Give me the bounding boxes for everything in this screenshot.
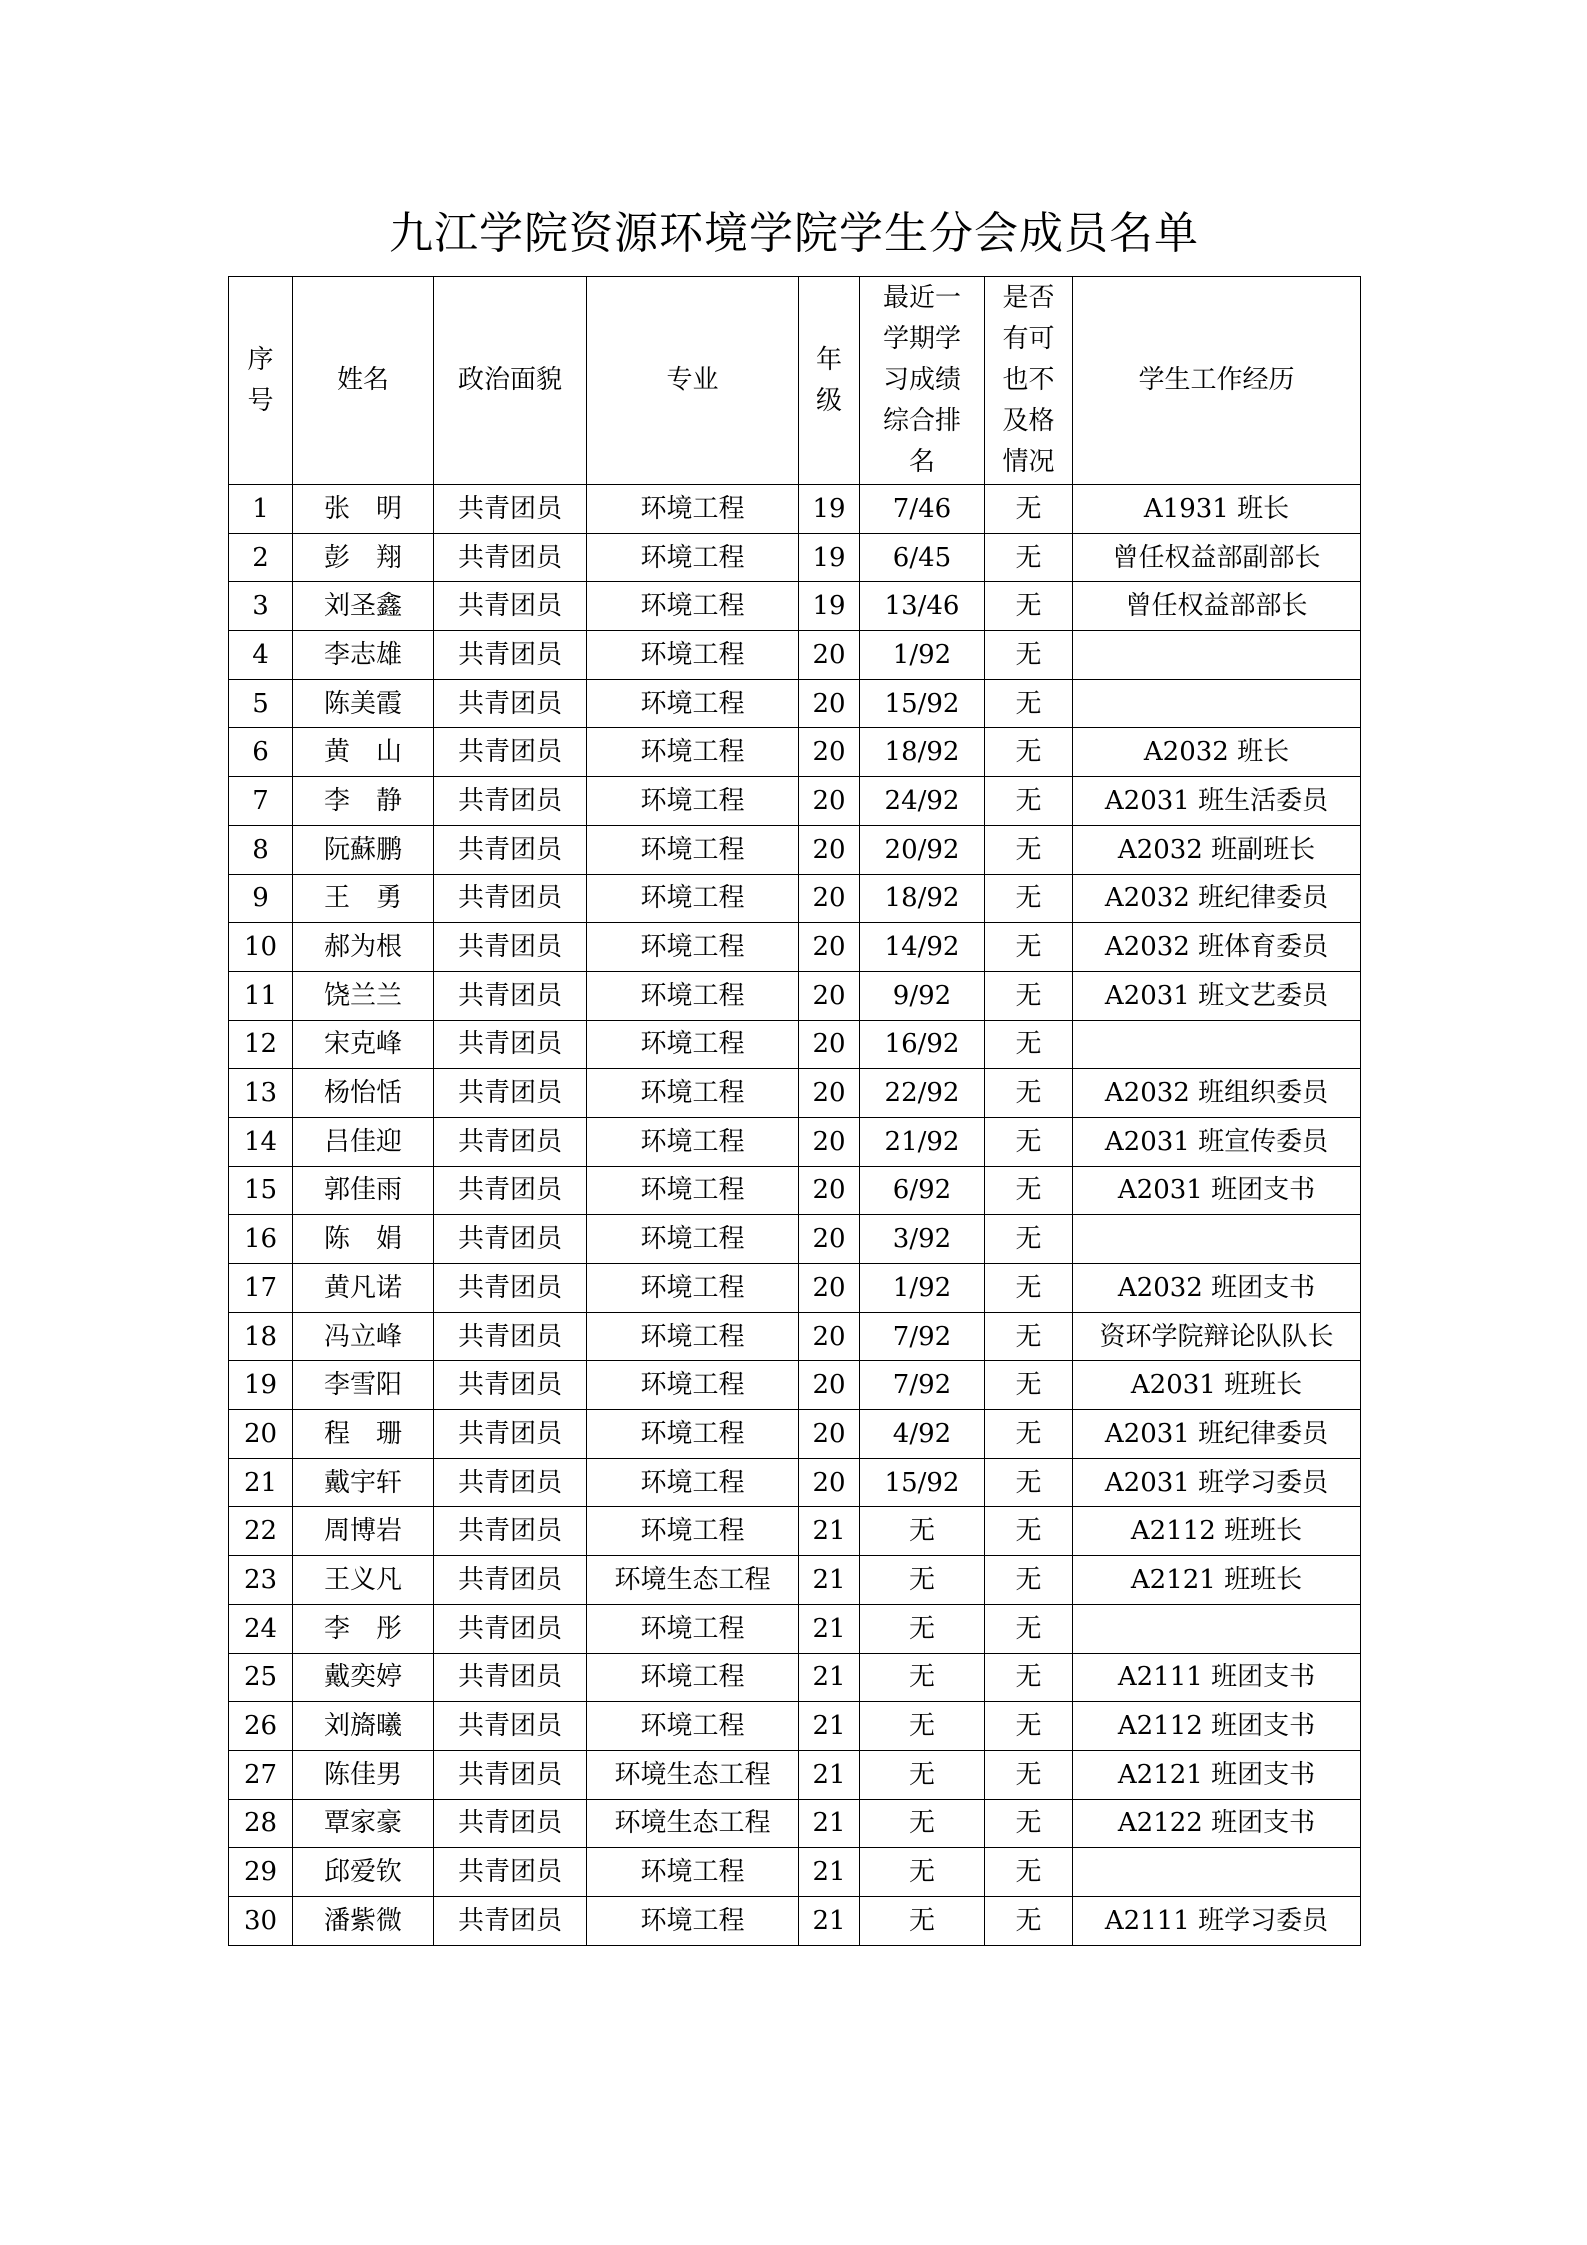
table-row (229, 1702, 1361, 1751)
table-header-row (229, 277, 1361, 485)
cell-work-experience: A2031 班学习委员 (1073, 1458, 1361, 1507)
cell-grade: 21 (799, 1799, 860, 1848)
cell-name: 张 明 (293, 485, 434, 534)
cell-failing-status: 无 (985, 679, 1073, 728)
cell-grade: 21 (799, 1507, 860, 1556)
cell-political-status: 共青团员 (434, 485, 587, 534)
cell-failing-status: 无 (985, 1750, 1073, 1799)
cell-recent-rank: 无 (860, 1507, 985, 1556)
cell-recent-rank: 7/46 (860, 485, 985, 534)
cell-index: 3 (229, 582, 293, 631)
cell-political-status: 共青团员 (434, 631, 587, 680)
cell-name: 李雪阳 (293, 1361, 434, 1410)
cell-recent-rank: 18/92 (860, 728, 985, 777)
cell-major: 环境工程 (587, 1507, 799, 1556)
cell-grade: 21 (799, 1604, 860, 1653)
cell-political-status: 共青团员 (434, 777, 587, 826)
cell-grade: 20 (799, 1069, 860, 1118)
cell-work-experience: A2031 班纪律委员 (1073, 1410, 1361, 1459)
cell-name: 黄 山 (293, 728, 434, 777)
cell-work-experience (1073, 631, 1361, 680)
cell-work-experience: A2121 班团支书 (1073, 1750, 1361, 1799)
cell-recent-rank: 无 (860, 1848, 985, 1897)
cell-failing-status: 无 (985, 1653, 1073, 1702)
cell-failing-status: 无 (985, 1069, 1073, 1118)
cell-political-status: 共青团员 (434, 1750, 587, 1799)
cell-index: 17 (229, 1264, 293, 1313)
cell-work-experience: A2111 班团支书 (1073, 1653, 1361, 1702)
table-row (229, 874, 1361, 923)
cell-major: 环境工程 (587, 1166, 799, 1215)
cell-index: 18 (229, 1312, 293, 1361)
table-row (229, 1410, 1361, 1459)
cell-work-experience (1073, 1848, 1361, 1897)
cell-major: 环境工程 (587, 1410, 799, 1459)
header-failing-status (985, 277, 1073, 485)
cell-grade: 20 (799, 971, 860, 1020)
cell-political-status: 共青团员 (434, 679, 587, 728)
cell-grade: 21 (799, 1750, 860, 1799)
cell-work-experience: A2121 班班长 (1073, 1556, 1361, 1605)
cell-failing-status: 无 (985, 485, 1073, 534)
cell-recent-rank: 无 (860, 1896, 985, 1945)
cell-political-status: 共青团员 (434, 874, 587, 923)
cell-failing-status: 无 (985, 1264, 1073, 1313)
cell-recent-rank: 无 (860, 1604, 985, 1653)
cell-index: 4 (229, 631, 293, 680)
cell-grade: 20 (799, 1312, 860, 1361)
cell-recent-rank: 18/92 (860, 874, 985, 923)
cell-failing-status: 无 (985, 1507, 1073, 1556)
cell-major: 环境工程 (587, 1848, 799, 1897)
cell-major: 环境工程 (587, 1653, 799, 1702)
table-row (229, 533, 1361, 582)
cell-recent-rank: 4/92 (860, 1410, 985, 1459)
cell-political-status: 共青团员 (434, 1020, 587, 1069)
cell-recent-rank: 20/92 (860, 825, 985, 874)
table-row (229, 1799, 1361, 1848)
table-row (229, 1507, 1361, 1556)
cell-political-status: 共青团员 (434, 728, 587, 777)
cell-recent-rank: 7/92 (860, 1361, 985, 1410)
cell-failing-status: 无 (985, 825, 1073, 874)
cell-index: 25 (229, 1653, 293, 1702)
table-row (229, 485, 1361, 534)
cell-grade: 20 (799, 1020, 860, 1069)
cell-name: 陈 娟 (293, 1215, 434, 1264)
cell-major: 环境工程 (587, 777, 799, 826)
cell-major: 环境工程 (587, 485, 799, 534)
cell-failing-status: 无 (985, 1896, 1073, 1945)
cell-index: 14 (229, 1117, 293, 1166)
cell-failing-status: 无 (985, 631, 1073, 680)
cell-major: 环境工程 (587, 1215, 799, 1264)
cell-name: 邱爱钦 (293, 1848, 434, 1897)
cell-political-status: 共青团员 (434, 1264, 587, 1313)
table-row (229, 1848, 1361, 1897)
table-row (229, 1556, 1361, 1605)
header-work-experience: 学生工作经历 (1073, 277, 1361, 485)
cell-political-status: 共青团员 (434, 1410, 587, 1459)
table-row (229, 1312, 1361, 1361)
cell-political-status: 共青团员 (434, 1166, 587, 1215)
cell-index: 22 (229, 1507, 293, 1556)
cell-work-experience: 资环学院辩论队队长 (1073, 1312, 1361, 1361)
cell-major: 环境工程 (587, 1604, 799, 1653)
cell-index: 21 (229, 1458, 293, 1507)
cell-failing-status: 无 (985, 1361, 1073, 1410)
cell-grade: 20 (799, 1215, 860, 1264)
cell-political-status: 共青团员 (434, 1312, 587, 1361)
cell-political-status: 共青团员 (434, 1799, 587, 1848)
cell-index: 10 (229, 923, 293, 972)
table-row (229, 728, 1361, 777)
cell-grade: 21 (799, 1653, 860, 1702)
cell-name: 阮蘇鹏 (293, 825, 434, 874)
cell-recent-rank: 1/92 (860, 1264, 985, 1313)
cell-index: 8 (229, 825, 293, 874)
table-body (229, 485, 1361, 1946)
cell-name: 刘旖曦 (293, 1702, 434, 1751)
header-index-label: 序号 (247, 344, 274, 416)
cell-recent-rank: 6/92 (860, 1166, 985, 1215)
cell-name: 宋克峰 (293, 1020, 434, 1069)
cell-work-experience (1073, 1215, 1361, 1264)
header-name: 姓名 (293, 277, 434, 485)
cell-major: 环境工程 (587, 1896, 799, 1945)
cell-grade: 20 (799, 825, 860, 874)
cell-grade: 20 (799, 1410, 860, 1459)
cell-work-experience: A2032 班团支书 (1073, 1264, 1361, 1313)
cell-major: 环境工程 (587, 971, 799, 1020)
cell-failing-status: 无 (985, 1799, 1073, 1848)
cell-major: 环境工程 (587, 923, 799, 972)
cell-political-status: 共青团员 (434, 1458, 587, 1507)
header-political-status: 政治面貌 (434, 277, 587, 485)
cell-work-experience: A2031 班生活委员 (1073, 777, 1361, 826)
cell-index: 23 (229, 1556, 293, 1605)
cell-grade: 20 (799, 679, 860, 728)
cell-name: 陈佳男 (293, 1750, 434, 1799)
cell-name: 覃家豪 (293, 1799, 434, 1848)
cell-index: 2 (229, 533, 293, 582)
cell-political-status: 共青团员 (434, 1069, 587, 1118)
cell-grade: 20 (799, 631, 860, 680)
cell-political-status: 共青团员 (434, 971, 587, 1020)
cell-grade: 20 (799, 1361, 860, 1410)
cell-index: 13 (229, 1069, 293, 1118)
cell-index: 12 (229, 1020, 293, 1069)
cell-name: 李 静 (293, 777, 434, 826)
table-row (229, 1215, 1361, 1264)
cell-major: 环境工程 (587, 679, 799, 728)
cell-failing-status: 无 (985, 1020, 1073, 1069)
cell-grade: 20 (799, 728, 860, 777)
cell-name: 杨怡恬 (293, 1069, 434, 1118)
cell-grade: 19 (799, 582, 860, 631)
cell-recent-rank: 9/92 (860, 971, 985, 1020)
cell-index: 28 (229, 1799, 293, 1848)
cell-index: 29 (229, 1848, 293, 1897)
table-row (229, 631, 1361, 680)
cell-political-status: 共青团员 (434, 1896, 587, 1945)
cell-recent-rank: 无 (860, 1702, 985, 1751)
cell-political-status: 共青团员 (434, 1507, 587, 1556)
cell-name: 吕佳迎 (293, 1117, 434, 1166)
cell-work-experience (1073, 1604, 1361, 1653)
cell-recent-rank: 无 (860, 1653, 985, 1702)
cell-political-status: 共青团员 (434, 533, 587, 582)
cell-index: 26 (229, 1702, 293, 1751)
cell-work-experience: A2032 班副班长 (1073, 825, 1361, 874)
cell-name: 郭佳雨 (293, 1166, 434, 1215)
header-grade (799, 277, 860, 485)
cell-failing-status: 无 (985, 1117, 1073, 1166)
cell-major: 环境工程 (587, 1264, 799, 1313)
cell-failing-status: 无 (985, 1458, 1073, 1507)
cell-major: 环境工程 (587, 1702, 799, 1751)
cell-political-status: 共青团员 (434, 1604, 587, 1653)
cell-name: 戴宇轩 (293, 1458, 434, 1507)
cell-major: 环境工程 (587, 582, 799, 631)
table-row (229, 1166, 1361, 1215)
cell-index: 11 (229, 971, 293, 1020)
cell-work-experience: A2112 班团支书 (1073, 1702, 1361, 1751)
cell-grade: 19 (799, 533, 860, 582)
cell-major: 环境生态工程 (587, 1556, 799, 1605)
cell-failing-status: 无 (985, 582, 1073, 631)
header-major: 专业 (587, 277, 799, 485)
table-row (229, 971, 1361, 1020)
header-recent-rank-label: 最近一学期学习成绩综合排名 (882, 283, 961, 477)
cell-work-experience: A1931 班长 (1073, 485, 1361, 534)
cell-recent-rank: 无 (860, 1556, 985, 1605)
cell-name: 刘圣鑫 (293, 582, 434, 631)
cell-major: 环境工程 (587, 825, 799, 874)
cell-work-experience: 曾任权益部副部长 (1073, 533, 1361, 582)
cell-major: 环境工程 (587, 1458, 799, 1507)
cell-political-status: 共青团员 (434, 1556, 587, 1605)
cell-index: 1 (229, 485, 293, 534)
cell-index: 24 (229, 1604, 293, 1653)
cell-failing-status: 无 (985, 533, 1073, 582)
table-row (229, 825, 1361, 874)
cell-failing-status: 无 (985, 874, 1073, 923)
cell-index: 27 (229, 1750, 293, 1799)
cell-failing-status: 无 (985, 1312, 1073, 1361)
cell-political-status: 共青团员 (434, 1361, 587, 1410)
cell-political-status: 共青团员 (434, 1702, 587, 1751)
cell-name: 饶兰兰 (293, 971, 434, 1020)
header-index (229, 277, 293, 485)
cell-work-experience: A2122 班团支书 (1073, 1799, 1361, 1848)
cell-name: 王义凡 (293, 1556, 434, 1605)
table-row (229, 1604, 1361, 1653)
cell-name: 潘紫微 (293, 1896, 434, 1945)
cell-grade: 19 (799, 485, 860, 534)
cell-recent-rank: 15/92 (860, 1458, 985, 1507)
table-row (229, 1361, 1361, 1410)
cell-work-experience: A2032 班长 (1073, 728, 1361, 777)
cell-recent-rank: 16/92 (860, 1020, 985, 1069)
table-row (229, 679, 1361, 728)
cell-failing-status: 无 (985, 1410, 1073, 1459)
cell-grade: 21 (799, 1848, 860, 1897)
cell-recent-rank: 14/92 (860, 923, 985, 972)
table-row (229, 1896, 1361, 1945)
cell-recent-rank: 无 (860, 1750, 985, 1799)
table-row (229, 777, 1361, 826)
cell-major: 环境工程 (587, 874, 799, 923)
cell-political-status: 共青团员 (434, 1117, 587, 1166)
cell-name: 王 勇 (293, 874, 434, 923)
cell-recent-rank: 24/92 (860, 777, 985, 826)
header-failing-status-label: 是否有可也不及格情况 (1002, 283, 1055, 477)
cell-political-status: 共青团员 (434, 1653, 587, 1702)
cell-grade: 21 (799, 1556, 860, 1605)
cell-name: 戴奕婷 (293, 1653, 434, 1702)
cell-recent-rank: 1/92 (860, 631, 985, 680)
cell-work-experience: A2031 班宣传委员 (1073, 1117, 1361, 1166)
cell-index: 20 (229, 1410, 293, 1459)
cell-major: 环境生态工程 (587, 1799, 799, 1848)
cell-work-experience: A2032 班纪律委员 (1073, 874, 1361, 923)
cell-failing-status: 无 (985, 1848, 1073, 1897)
cell-grade: 20 (799, 1166, 860, 1215)
cell-recent-rank: 13/46 (860, 582, 985, 631)
cell-major: 环境工程 (587, 1361, 799, 1410)
cell-major: 环境工程 (587, 533, 799, 582)
cell-grade: 20 (799, 1264, 860, 1313)
cell-index: 5 (229, 679, 293, 728)
cell-failing-status: 无 (985, 777, 1073, 826)
cell-name: 冯立峰 (293, 1312, 434, 1361)
cell-work-experience (1073, 1020, 1361, 1069)
cell-work-experience: A2031 班班长 (1073, 1361, 1361, 1410)
cell-failing-status: 无 (985, 1604, 1073, 1653)
document-title: 九江学院资源环境学院学生分会成员名单 (389, 208, 1199, 259)
cell-political-status: 共青团员 (434, 582, 587, 631)
table-row (229, 1020, 1361, 1069)
table-row (229, 1653, 1361, 1702)
cell-name: 周博岩 (293, 1507, 434, 1556)
cell-recent-rank: 22/92 (860, 1069, 985, 1118)
header-grade-label: 年级 (815, 344, 842, 416)
cell-recent-rank: 7/92 (860, 1312, 985, 1361)
table-row (229, 1264, 1361, 1313)
cell-political-status: 共青团员 (434, 825, 587, 874)
cell-name: 黄凡诺 (293, 1264, 434, 1313)
cell-recent-rank: 无 (860, 1799, 985, 1848)
cell-name: 李 彤 (293, 1604, 434, 1653)
cell-grade: 21 (799, 1896, 860, 1945)
cell-work-experience: A2112 班班长 (1073, 1507, 1361, 1556)
cell-major: 环境工程 (587, 728, 799, 777)
cell-name: 陈美霞 (293, 679, 434, 728)
cell-political-status: 共青团员 (434, 923, 587, 972)
cell-major: 环境工程 (587, 1312, 799, 1361)
cell-grade: 20 (799, 1458, 860, 1507)
table-row (229, 1117, 1361, 1166)
cell-work-experience: A2031 班文艺委员 (1073, 971, 1361, 1020)
cell-grade: 20 (799, 777, 860, 826)
cell-failing-status: 无 (985, 923, 1073, 972)
cell-political-status: 共青团员 (434, 1848, 587, 1897)
cell-grade: 20 (799, 874, 860, 923)
table-row (229, 1458, 1361, 1507)
cell-major: 环境工程 (587, 631, 799, 680)
cell-work-experience: A2032 班体育委员 (1073, 923, 1361, 972)
cell-work-experience: 曾任权益部部长 (1073, 582, 1361, 631)
cell-failing-status: 无 (985, 1556, 1073, 1605)
cell-major: 环境工程 (587, 1117, 799, 1166)
cell-index: 16 (229, 1215, 293, 1264)
cell-index: 19 (229, 1361, 293, 1410)
table-row (229, 582, 1361, 631)
table-row (229, 1069, 1361, 1118)
cell-work-experience: A2032 班组织委员 (1073, 1069, 1361, 1118)
cell-major: 环境生态工程 (587, 1750, 799, 1799)
cell-failing-status: 无 (985, 1215, 1073, 1264)
member-table (228, 276, 1361, 1946)
cell-failing-status: 无 (985, 728, 1073, 777)
cell-index: 6 (229, 728, 293, 777)
cell-work-experience (1073, 679, 1361, 728)
cell-failing-status: 无 (985, 971, 1073, 1020)
cell-recent-rank: 6/45 (860, 533, 985, 582)
cell-index: 9 (229, 874, 293, 923)
cell-failing-status: 无 (985, 1166, 1073, 1215)
cell-major: 环境工程 (587, 1020, 799, 1069)
cell-recent-rank: 21/92 (860, 1117, 985, 1166)
cell-name: 郝为根 (293, 923, 434, 972)
cell-work-experience: A2031 班团支书 (1073, 1166, 1361, 1215)
cell-recent-rank: 15/92 (860, 679, 985, 728)
cell-major: 环境工程 (587, 1069, 799, 1118)
table-row (229, 1750, 1361, 1799)
cell-name: 彭 翔 (293, 533, 434, 582)
cell-political-status: 共青团员 (434, 1215, 587, 1264)
header-recent-rank (860, 277, 985, 485)
cell-index: 15 (229, 1166, 293, 1215)
cell-name: 程 珊 (293, 1410, 434, 1459)
cell-work-experience: A2111 班学习委员 (1073, 1896, 1361, 1945)
cell-failing-status: 无 (985, 1702, 1073, 1751)
cell-recent-rank: 3/92 (860, 1215, 985, 1264)
cell-index: 30 (229, 1896, 293, 1945)
cell-index: 7 (229, 777, 293, 826)
cell-grade: 20 (799, 1117, 860, 1166)
table-row (229, 923, 1361, 972)
cell-grade: 20 (799, 923, 860, 972)
cell-grade: 21 (799, 1702, 860, 1751)
cell-name: 李志雄 (293, 631, 434, 680)
